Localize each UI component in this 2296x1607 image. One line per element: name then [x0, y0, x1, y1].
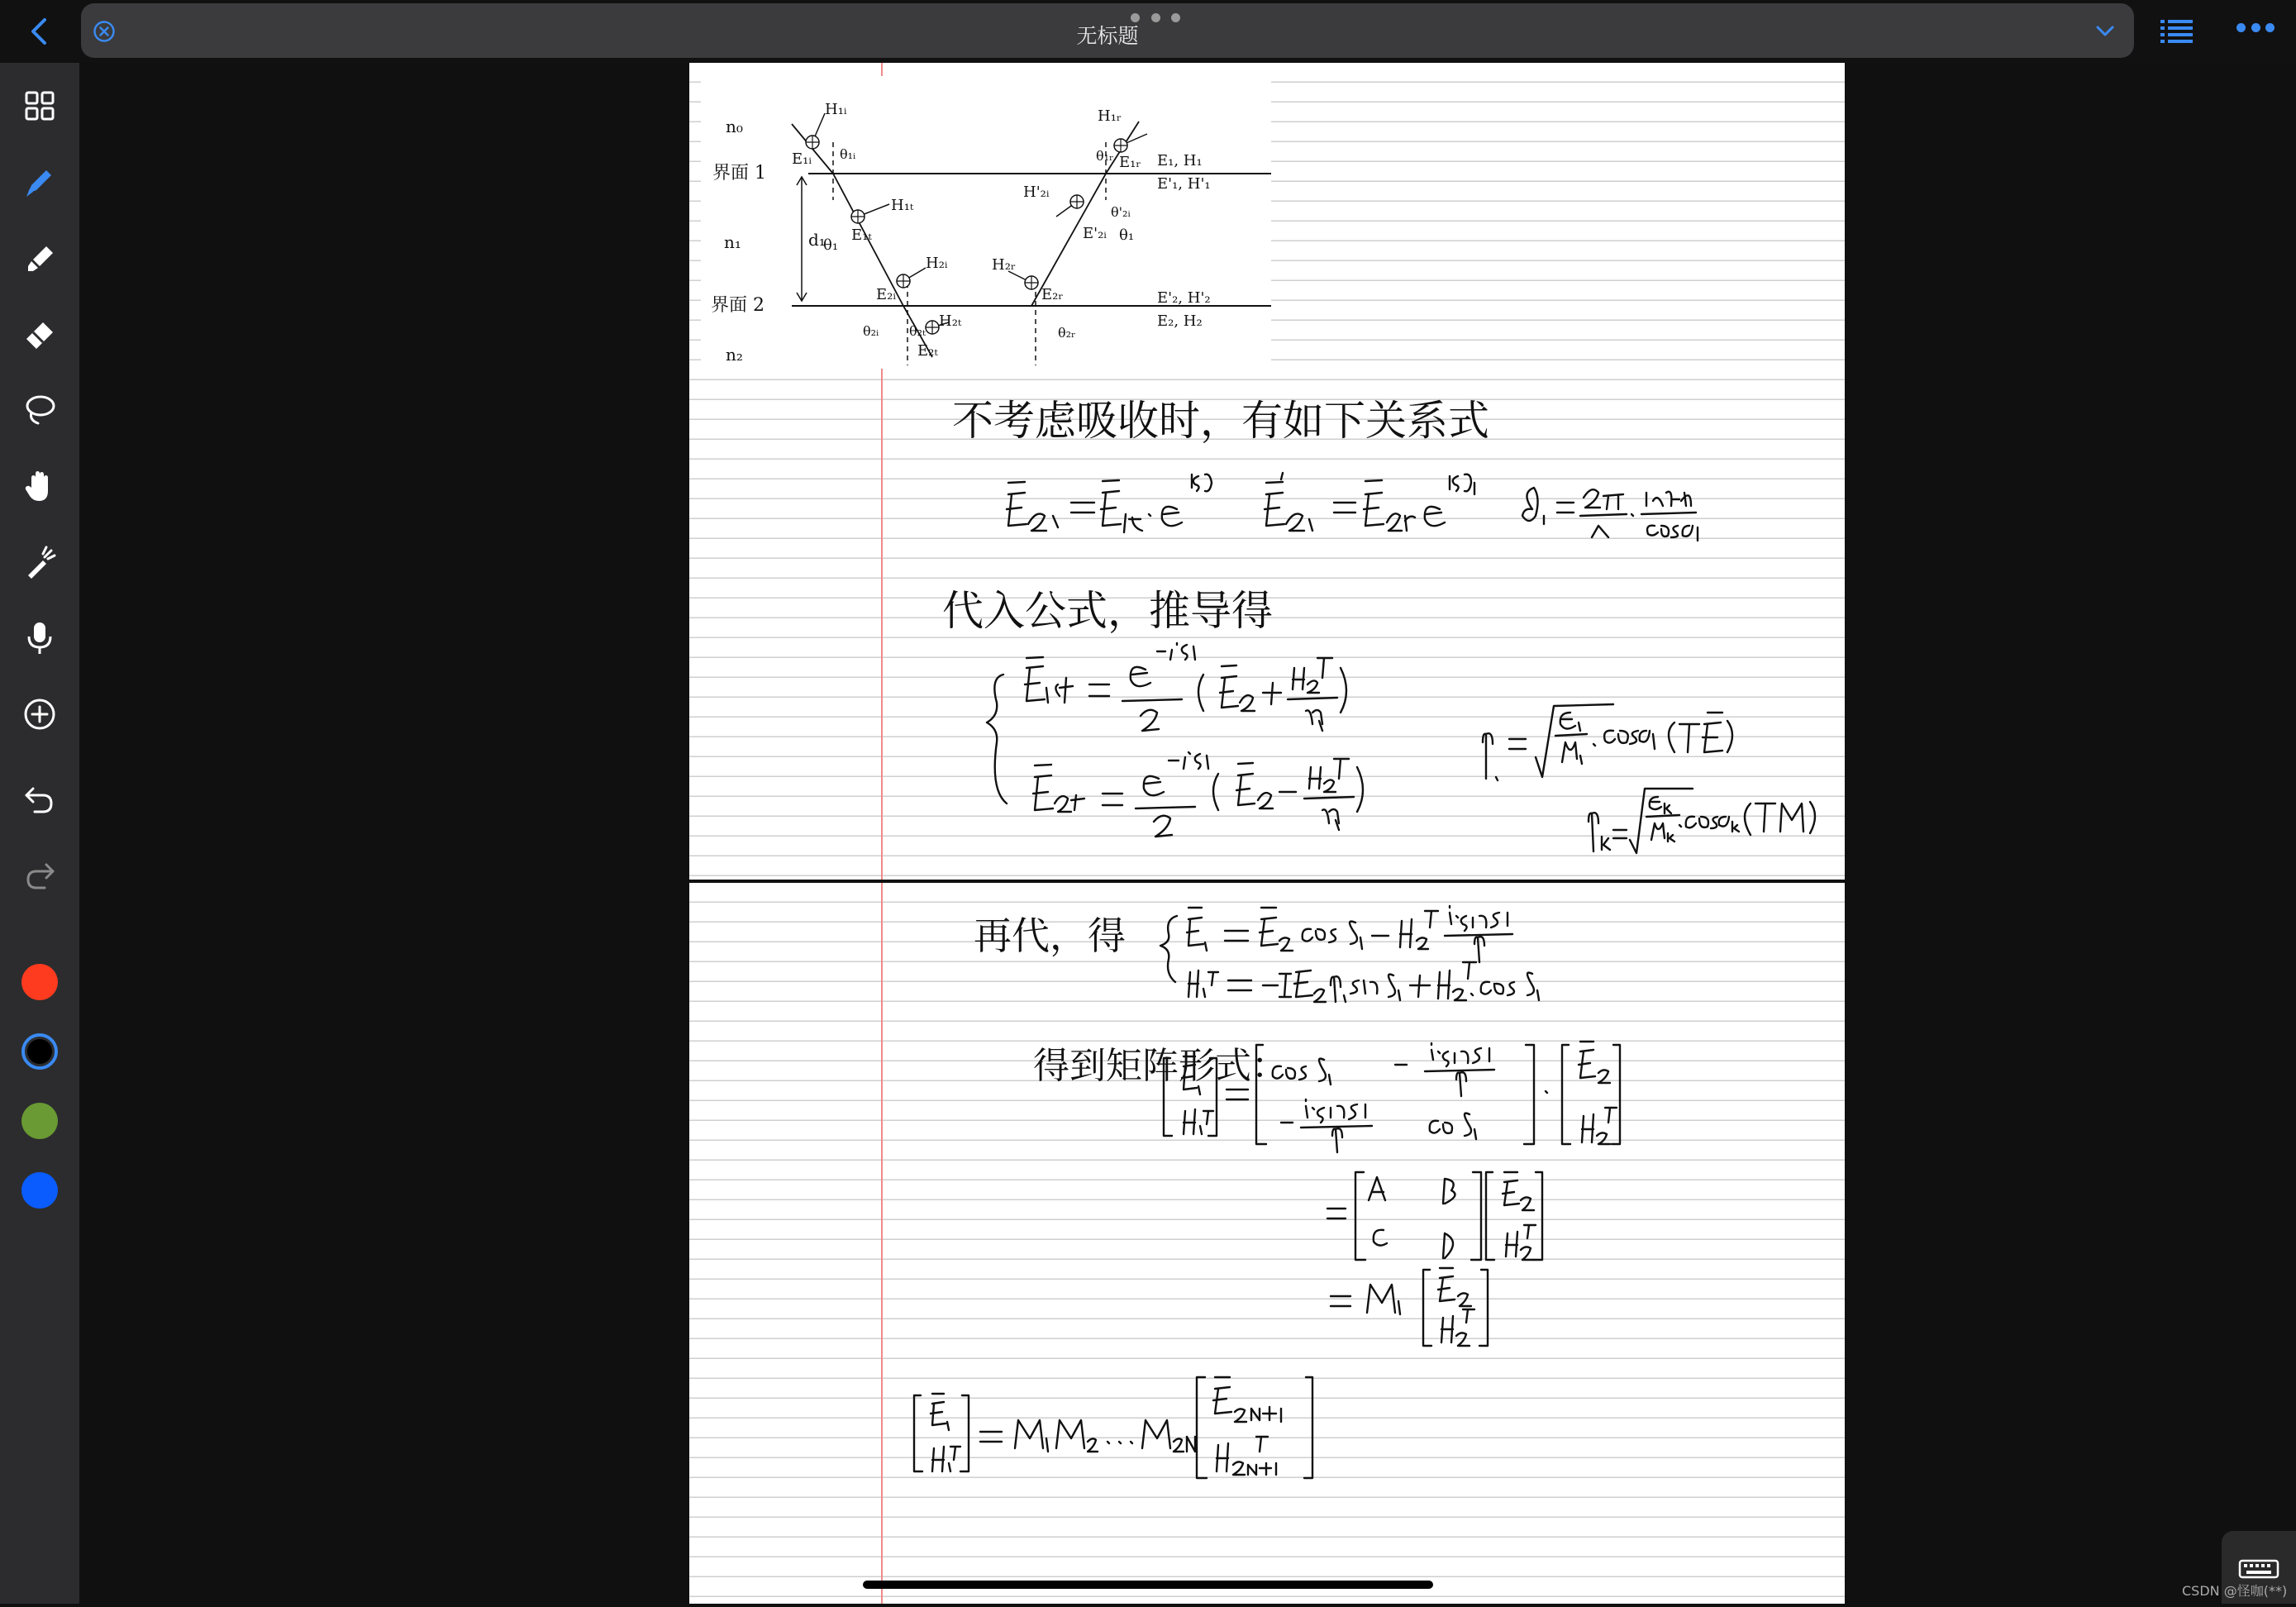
home-indicator: [863, 1581, 1433, 1589]
handwriting-page-1: [689, 63, 1845, 880]
title-bar[interactable]: [81, 3, 2134, 58]
label-theta1-right: θ₁: [1119, 227, 1135, 244]
laser-pointer-icon: [21, 544, 58, 580]
tool-sidebar: [0, 63, 79, 1604]
more-options-button[interactable]: [2236, 23, 2275, 38]
label-H1r: H₁ᵣ: [1098, 107, 1122, 125]
label-theta2t: θ₂ₜ: [909, 323, 926, 339]
plus-circle-icon: [21, 696, 58, 732]
note-line-3: 再代，得: [974, 913, 1126, 958]
label-E2ip: E'₂ᵢ: [1083, 225, 1107, 242]
note-line-1: 不考虑吸收时，有如下关系式: [952, 397, 1489, 445]
label-E2r: E₂ᵣ: [1041, 286, 1064, 303]
color-swatch-green[interactable]: [21, 1103, 58, 1139]
eraser-tool-button[interactable]: [20, 314, 60, 354]
highlighter-tool-button[interactable]: [20, 238, 60, 278]
highlighter-icon: [21, 240, 58, 276]
chevron-down-icon: [2094, 21, 2116, 40]
label-E2pH2p: E'₂, H'₂: [1157, 289, 1211, 307]
list-icon: [2159, 15, 2195, 48]
microphone-button[interactable]: [20, 618, 60, 658]
label-H1t: H₁ₜ: [891, 197, 914, 214]
eraser-icon: [21, 316, 58, 352]
document-title[interactable]: 无标题: [1076, 24, 1139, 48]
pen-tool-button[interactable]: [20, 162, 60, 202]
label-H1i: H₁ᵢ: [825, 101, 847, 118]
handwriting-page-2: [689, 883, 1845, 1604]
label-E1r: E₁ᵣ: [1119, 154, 1141, 171]
notebook-page-2[interactable]: [689, 883, 1845, 1604]
label-theta1i: θ₁ᵢ: [840, 146, 856, 162]
back-button[interactable]: [23, 15, 56, 48]
label-theta1r: θ₁ᵣ: [1096, 148, 1114, 164]
label-E2H2: E₂, H₂: [1157, 312, 1203, 330]
label-interface-2: 界面 2: [711, 295, 765, 316]
label-theta2r: θ₂ᵣ: [1058, 325, 1076, 341]
label-E1H1: E₁, H₁: [1157, 152, 1203, 169]
watermark: CSDN @怪咖(**): [2182, 1583, 2288, 1599]
label-E1i: E₁ᵢ: [792, 150, 812, 168]
label-H2ip: H'₂ᵢ: [1023, 184, 1050, 201]
label-E1pH1p: E'₁, H'₁: [1157, 175, 1211, 193]
label-n1: n₁: [724, 232, 741, 252]
label-d1: d₁: [808, 230, 826, 250]
notebook-canvas[interactable]: [79, 63, 2296, 1604]
pen-icon: [21, 164, 58, 200]
hand-icon: [21, 468, 58, 504]
label-H2r: H₂ᵣ: [992, 256, 1017, 274]
note-line-2: 代入公式，推导得: [942, 587, 1273, 635]
grid-icon: [23, 89, 56, 122]
label-theta2i: θ₂ᵢ: [863, 323, 879, 339]
redo-button[interactable]: [20, 856, 60, 896]
label-E1t: E₁ₜ: [851, 227, 872, 244]
color-swatch-blue[interactable]: [21, 1172, 58, 1209]
microphone-icon: [21, 620, 58, 656]
page-grid-button[interactable]: [20, 86, 60, 126]
undo-icon: [21, 782, 58, 818]
top-bar: [0, 0, 2296, 63]
label-E2i: E₂ᵢ: [876, 286, 896, 303]
label-theta2ip: θ'₂ᵢ: [1111, 204, 1131, 220]
lasso-tool-button[interactable]: [20, 390, 60, 430]
color-swatch-black[interactable]: [21, 1033, 58, 1070]
outline-button[interactable]: [2159, 15, 2195, 48]
label-n2: n₂: [726, 345, 743, 365]
add-element-button[interactable]: [20, 694, 60, 734]
chevron-left-icon: [23, 15, 56, 48]
label-H2t: H₂ₜ: [939, 312, 962, 330]
label-E2t: E₂ₜ: [917, 342, 938, 360]
undo-button[interactable]: [20, 780, 60, 820]
label-theta1: θ₁: [823, 236, 839, 254]
label-n0: n₀: [726, 117, 743, 136]
redo-icon: [21, 858, 58, 894]
hand-tool-button[interactable]: [20, 466, 60, 506]
label-interface-1: 界面 1: [712, 163, 766, 184]
color-swatch-red[interactable]: [21, 964, 58, 1000]
lasso-icon: [21, 392, 58, 428]
notebook-page-1[interactable]: [689, 63, 1845, 880]
title-menu-button[interactable]: [2094, 21, 2116, 40]
label-H2i: H₂ᵢ: [926, 255, 948, 272]
note-line-4: 得到矩阵形式：: [1033, 1045, 1288, 1087]
laser-pointer-button[interactable]: [20, 542, 60, 582]
